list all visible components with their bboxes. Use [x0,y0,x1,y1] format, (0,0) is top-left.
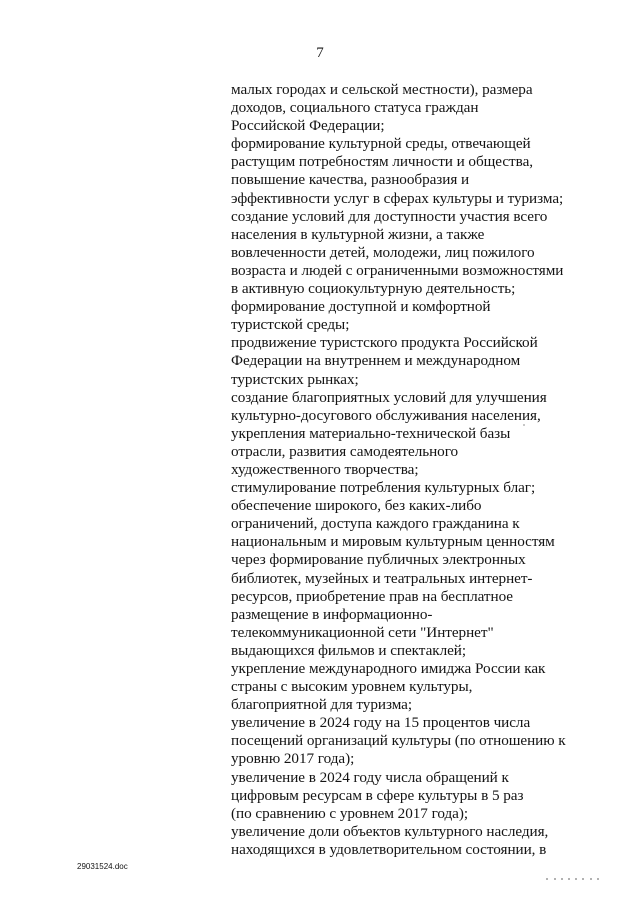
text-line: растущим потребностям личности и общества, [231,153,534,171]
text-line: посещений организаций культуры (по отношению к [231,732,566,750]
text-line: ресурсов, приобретение прав на бесплатное [231,587,513,605]
text-line: укрепление международного имиджа России как [231,660,546,677]
text-line: стимулирование потребления культурных благ; [231,479,536,497]
text-line: через формирование публичных электронных [231,551,526,569]
text-line: уровню 2017 года); [231,750,355,768]
text-line: туристской среды; [231,316,350,334]
text-line: библиотек, музейных и театральных интернет- [231,569,533,587]
text-line: обеспечение широкого, без каких-либо [231,497,482,515]
page-number: 7 [316,45,324,61]
text-line: формирование культурной среды, отвечающей [231,135,531,153]
text-line: продвижение туристского продукта Российской [231,334,538,352]
text-line: увеличение в 2024 году на 15 процентов числа [231,714,531,732]
text-line: повышение качества, разнообразия и [231,171,470,189]
text-line: страны с высоким уровнем культуры, [231,678,473,696]
text-line: создание благоприятных условий для улучшения [231,388,547,406]
text-line: ограничений, доступа каждого гражданина к [231,515,520,533]
text-line: увеличение в 2024 году числа обращений к [231,768,509,786]
text-line: телекоммуникационной сети "Интернет" [231,623,494,641]
text-line: в активную социокультурную деятельность; [231,280,516,298]
text-line: цифровым ресурсам в сфере культуры в 5 раз [231,786,524,804]
text-line: благоприятной для туризма; [231,696,413,714]
text-line: вовлеченности детей, молодежи, лиц пожилого [231,243,535,261]
footer-filename: 29031524.doc [77,862,128,871]
text-line: выдающихся фильмов и спектаклей; [231,641,467,659]
text-line: Российской Федерации; [231,117,385,135]
text-line: находящихся в удовлетворительном состоянии, в [231,840,547,858]
text-line: возраста и людей с ограниченными возможностями [231,261,564,279]
text-line: укрепления материально-технической базы [231,424,511,442]
text-line: создание условий для доступности участия всего [231,207,548,225]
scan-speck [523,424,525,426]
scan-dots [546,878,606,884]
text-line: культурно-досугового обслуживания населения, [231,406,541,424]
text-line: доходов, социального статуса граждан [231,99,479,117]
text-line: увеличение доли объектов культурного наследия, [231,822,549,840]
text-line: (по сравнению с уровнем 2017 года); [231,804,469,822]
text-line: населения в культурной жизни, а также [231,225,485,243]
text-line: художественного творчества; [231,460,419,478]
text-line: формирование доступной и комфортной [231,298,491,316]
text-line: Федерации на внутреннем и международном [231,352,521,370]
text-line: туристских рынках; [231,370,359,388]
text-line: размещение в информационно- [231,605,433,623]
text-line: эффективности услуг в сферах культуры и туризма; [231,189,564,207]
text-line: малых городах и сельской местности), размера [231,81,533,98]
text-line: отрасли, развития самодеятельного [231,442,459,460]
text-line: национальным и мировым культурным ценностям [231,533,555,551]
document-body [231,81,631,859]
